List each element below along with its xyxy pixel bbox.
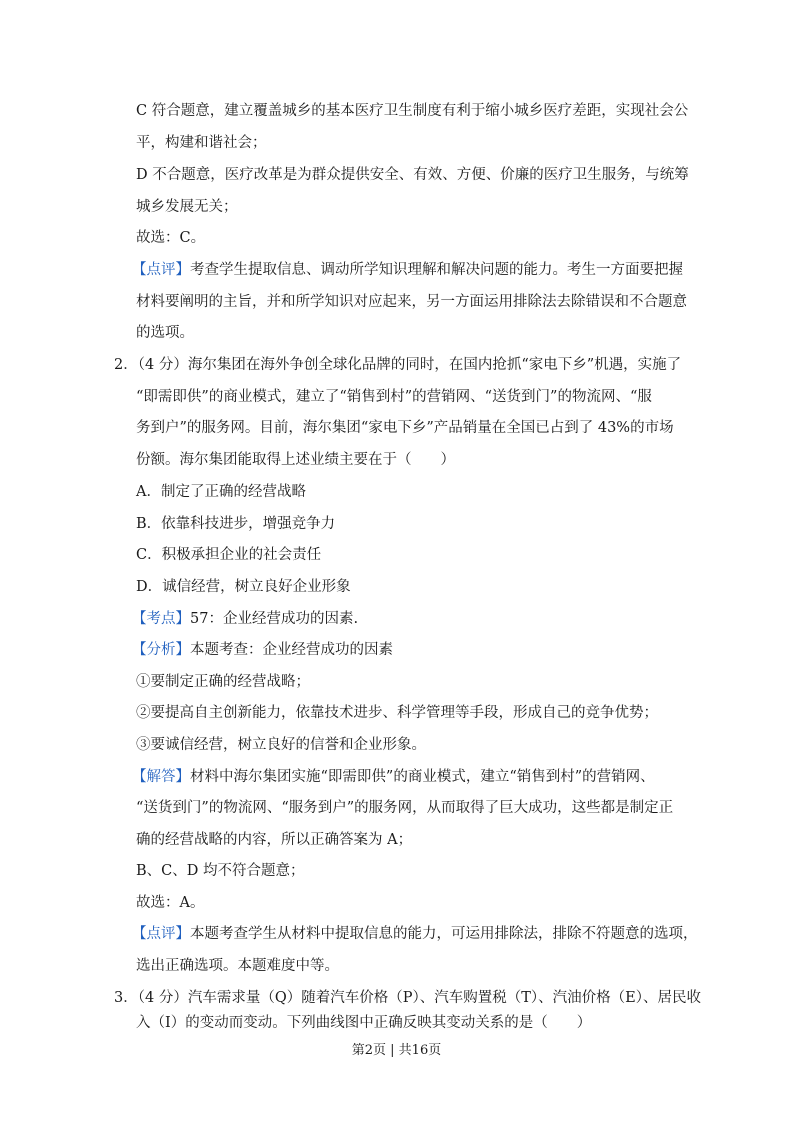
q2-option-a: A．制定了正确的经营战略 xyxy=(136,484,306,500)
prev-choice: 故选：C。 xyxy=(136,230,206,246)
q2-number: 2． xyxy=(114,357,138,373)
prev-option-d-line-1: D 不合题意，医疗改革是为群众提供安全、有效、方便、价廉的医疗卫生服务，与统筹 xyxy=(136,167,689,183)
point-tag: 【考点】 xyxy=(132,611,190,627)
q2-analysis-item-2: ②要提高自主创新能力，依靠技术进步、科学管理等手段，形成自己的竞争优势； xyxy=(136,705,658,721)
q2-choice: 故选：A。 xyxy=(136,895,205,911)
answer-tag: 【解答】 xyxy=(132,769,190,785)
q2-option-b: B．依靠科技进步，增强竞争力 xyxy=(136,516,336,532)
q2-answer-line-4: B、C、D 均不符合题意； xyxy=(136,863,305,879)
q2-comment-line-1 xyxy=(0,924,793,944)
q2-option-c: C．积极承担企业的社会责任 xyxy=(136,547,322,563)
prev-comment-line-3: 的选项。 xyxy=(136,325,194,341)
q2-stem-line-4: 份额。海尔集团能取得上述业绩主要在于（ ） xyxy=(136,452,455,468)
prev-option-c-line-2: 平，构建和谐社会； xyxy=(136,135,267,151)
prev-comment-line-1 xyxy=(0,260,793,280)
comment-tag: 【点评】 xyxy=(132,262,190,278)
analysis-tag: 【分析】 xyxy=(132,642,190,658)
page-footer: 第2页 | 共16页 xyxy=(351,1043,442,1058)
q2-analysis-text: 本题考查：企业经营成功的因素 xyxy=(190,642,393,658)
q2-answer-line-1 xyxy=(0,767,793,787)
q2-stem-line-1 xyxy=(0,355,793,375)
q2-analysis xyxy=(0,640,793,660)
q2-point-text: 57：企业经营成功的因素. xyxy=(190,611,359,627)
q2-option-d: D．诚信经营，树立良好企业形象 xyxy=(136,579,351,595)
q2-answer-line-3: 确的经营战略的内容，所以正确答案为 A； xyxy=(136,832,413,848)
prev-option-c-line-1: C 符合题意，建立覆盖城乡的基本医疗卫生制度有利于缩小城乡医疗差距，实现社会公 xyxy=(136,103,689,119)
q2-analysis-item-3: ③要诚信经营，树立良好的信誉和企业形象。 xyxy=(136,737,426,753)
q2-stem-text: （4 分）海尔集团在海外争创全球化品牌的同时，在国内抢抓“家电下乡”机遇，实施了 xyxy=(137,357,682,373)
prev-comment-line-2: 材料要阐明的主旨，并和所学知识对应起来，另一方面运用排除法去除错误和不合题意 xyxy=(136,294,687,310)
q2-comment-text: 本题考查学生从材料中提取信息的能力，可运用排除法，排除不符题意的选项， xyxy=(190,926,698,942)
prev-option-d-line-2: 城乡发展无关； xyxy=(136,199,238,215)
q2-comment-line-2: 选出正确选项。本题难度中等。 xyxy=(136,958,339,974)
q3-stem-line-2: 入（I）的变动而变动。下列曲线图中正确反映其变动关系的是（ ） xyxy=(136,1015,592,1031)
q3-number: 3． xyxy=(114,990,138,1006)
q2-answer-text: 材料中海尔集团实施“即需即供”的商业模式，建立“销售到村”的营销网、 xyxy=(190,769,655,785)
q3-stem-text: （4 分）汽车需求量（Q）随着汽车价格（P）、汽车购置税（T）、汽油价格（E）、居民收 xyxy=(137,990,701,1006)
q2-point xyxy=(0,609,793,629)
q2-analysis-item-1: ①要制定正确的经营战略； xyxy=(136,674,310,690)
q2-stem-line-3: 务到户”的服务网。目前，海尔集团“家电下乡”产品销量在全国已占到了 43%的市场 xyxy=(136,420,674,436)
q2-stem-line-2: “即需即供”的商业模式，建立了“销售到村”的营销网、“送货到门”的物流网、“服 xyxy=(136,389,652,405)
q3-stem-line-1 xyxy=(0,988,793,1008)
prev-comment-text: 考查学生提取信息、调动所学知识理解和解决问题的能力。考生一方面要把握 xyxy=(190,262,683,278)
comment-tag: 【点评】 xyxy=(132,926,190,942)
q2-answer-line-2: “送货到门”的物流网、“服务到户”的服务网，从而取得了巨大成功，这些都是制定正 xyxy=(136,800,674,816)
